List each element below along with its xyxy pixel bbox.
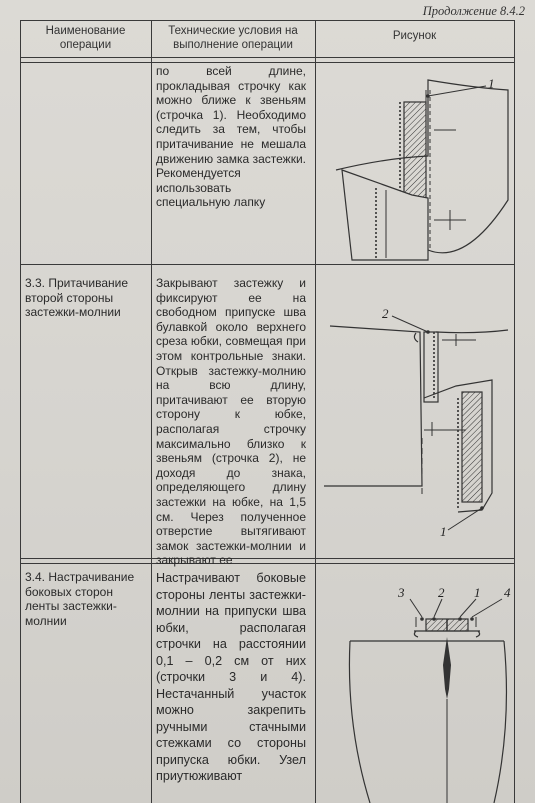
row3-operation: 3.4. Настрачивание боковых сторон ленты застежки-молнии bbox=[25, 570, 135, 628]
table-border-left bbox=[20, 20, 21, 803]
row2-operation: 3.3. Притачивание второй стороны застежки-молнии bbox=[25, 276, 128, 320]
operations-table bbox=[20, 20, 515, 803]
figure1-label-1: 1 bbox=[488, 76, 495, 91]
figure3-label-3: 3 bbox=[398, 585, 405, 600]
figure-row1 bbox=[316, 60, 514, 264]
column-divider-1 bbox=[151, 20, 152, 803]
header-conditions: Технические условия на выполнение операции bbox=[168, 25, 298, 51]
figure-row2 bbox=[316, 268, 514, 556]
figure3-label-4: 4 bbox=[504, 585, 511, 600]
row1-conditions: по всей длине, прокладывая строчку как можно ближе к звеньям (строчка 1). Необходимо следить за тем, чтобы притачивание не мешала движению замка застежки. Рекомендуется использовать специальную лапку bbox=[156, 64, 306, 210]
figure3-label-1: 1 bbox=[474, 585, 481, 600]
figure3-label-2: 2 bbox=[438, 585, 445, 600]
header-operation: Наименование операции bbox=[45, 25, 126, 51]
figure2-label-1: 1 bbox=[440, 524, 447, 539]
table-border-right bbox=[514, 20, 515, 803]
figure2-label-2: 2 bbox=[382, 306, 389, 321]
figure-row3 bbox=[316, 565, 514, 803]
table-border-top bbox=[20, 20, 515, 21]
row3-conditions: Настрачивают боковые стороны ленты застежки-молнии на припуски шва юбки, располагая строчки на расстоянии 0,1 – 0,2 см от них (строчки 3 и 4). Нестачанный участок можно закрепить ручными стачными стежками со стороны припуска юбки. Узел приутюживают bbox=[156, 571, 306, 783]
row2-conditions: Закрывают застежку и фиксируют ее на свободном припуске шва булавкой около верхнего среза юбки, совмещая при этом контрольные знаки. Открыв застежку-молнию на всю длину, притачивают ее вторую сторону к юбке, располагая строчку максимально близко к звеньям (строчка 2), не доходя до знака, определяющего длину застежки на юбке, на 1,5 см. Через полученное отверстие вытягивают замок застежки-молнии и закрывают ее bbox=[156, 276, 306, 568]
header-figure: Рисунок bbox=[392, 30, 437, 42]
row-divider-1 bbox=[20, 264, 515, 265]
continuation-label: Продолжение 8.4.2 bbox=[422, 4, 525, 18]
